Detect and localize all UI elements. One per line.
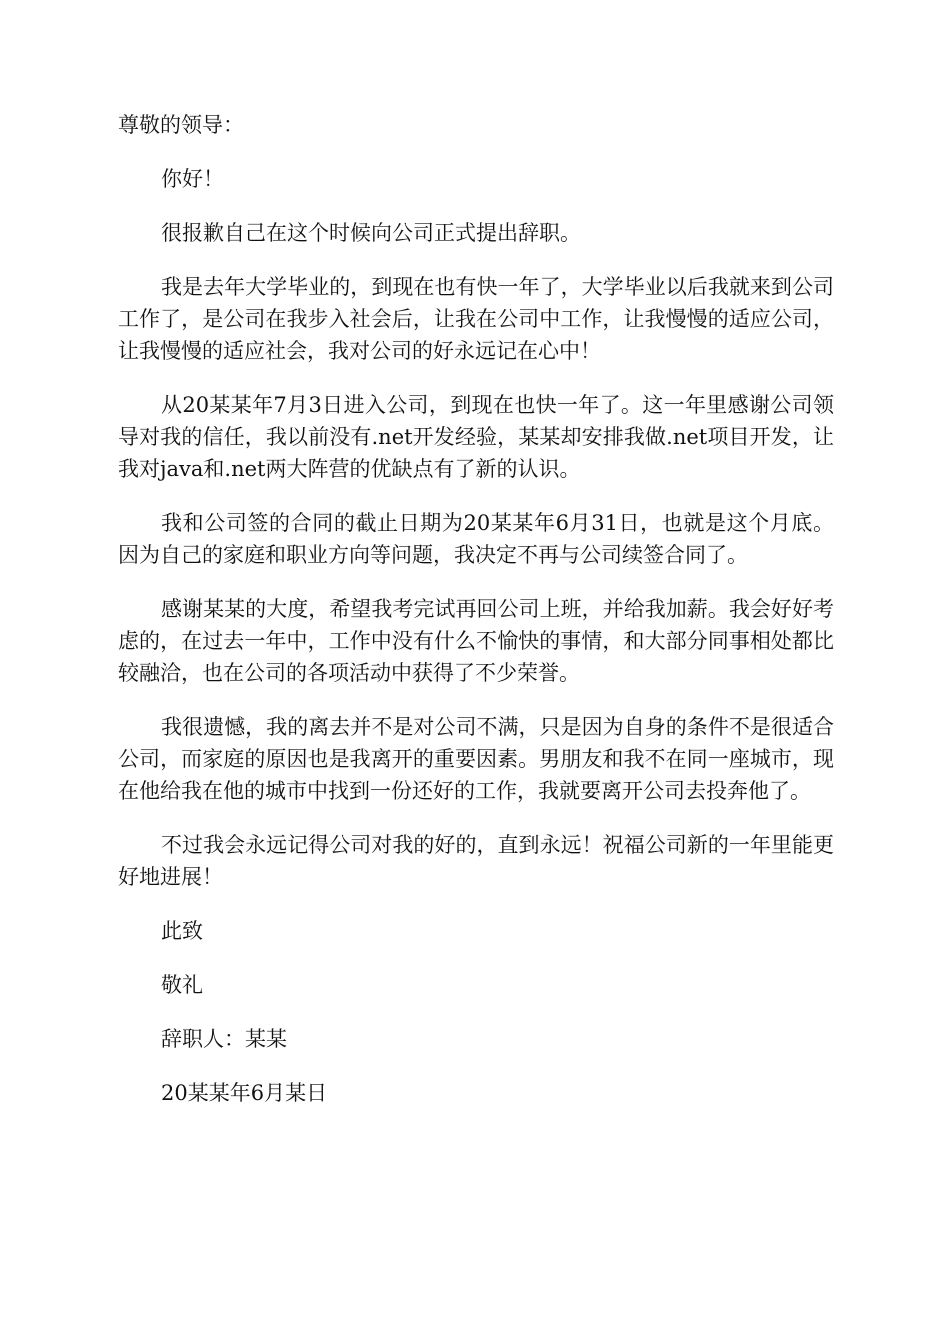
signature: 辞职人：某某 [161,1027,287,1051]
paragraph-wishes: 不过我会永远记得公司对我的好的，直到永远！祝福公司新的一年里能更好地进展！ [118,833,834,889]
salutation: 尊敬的领导： [118,113,244,137]
paragraph-experience: 从20某某年7月3日进入公司，到现在也快一年了。这一年里感谢公司领导对我的信任，我以前没有.net开发经验，某某却安排我做.net项目开发，让我对java和.net两大阵营的优缺点有了新的认识。 [118,393,834,481]
paragraph-reason: 我很遗憾，我的离去并不是对公司不满，只是因为自身的条件不是很适合公司，而家庭的原因也是我离开的重要因素。男朋友和我不在同一座城市，现在他给我在他的城市中找到一份还好的工作，我就要离开公司去投奔他了。 [118,715,834,803]
resignation-letter [118,109,834,1131]
closing-jingli: 敬礼 [161,973,203,997]
closing-cizhi: 此致 [161,919,203,943]
paragraph-contract: 我和公司签的合同的截止日期为20某某年6月31日，也就是这个月底。因为自己的家庭和职业方向等问题，我决定不再与公司续签合同了。 [118,511,834,567]
paragraph-thanks: 感谢某某的大度，希望我考完试再回公司上班，并给我加薪。我会好好考虑的，在过去一年中，工作中没有什么不愉快的事情，和大部分同事相处都比较融洽，也在公司的各项活动中获得了不少荣誉。 [118,597,834,685]
letter-date: 20某某年6月某日 [161,1081,328,1105]
greeting: 你好！ [161,167,224,191]
paragraph-background: 我是去年大学毕业的，到现在也有快一年了，大学毕业以后我就来到公司工作了，是公司在我步入社会后，让我在公司中工作，让我慢慢的适应公司，让我慢慢的适应社会，我对公司的好永远记在心中！ [118,275,834,363]
paragraph-apology: 很报歉自己在这个时候向公司正式提出辞职。 [161,221,581,245]
